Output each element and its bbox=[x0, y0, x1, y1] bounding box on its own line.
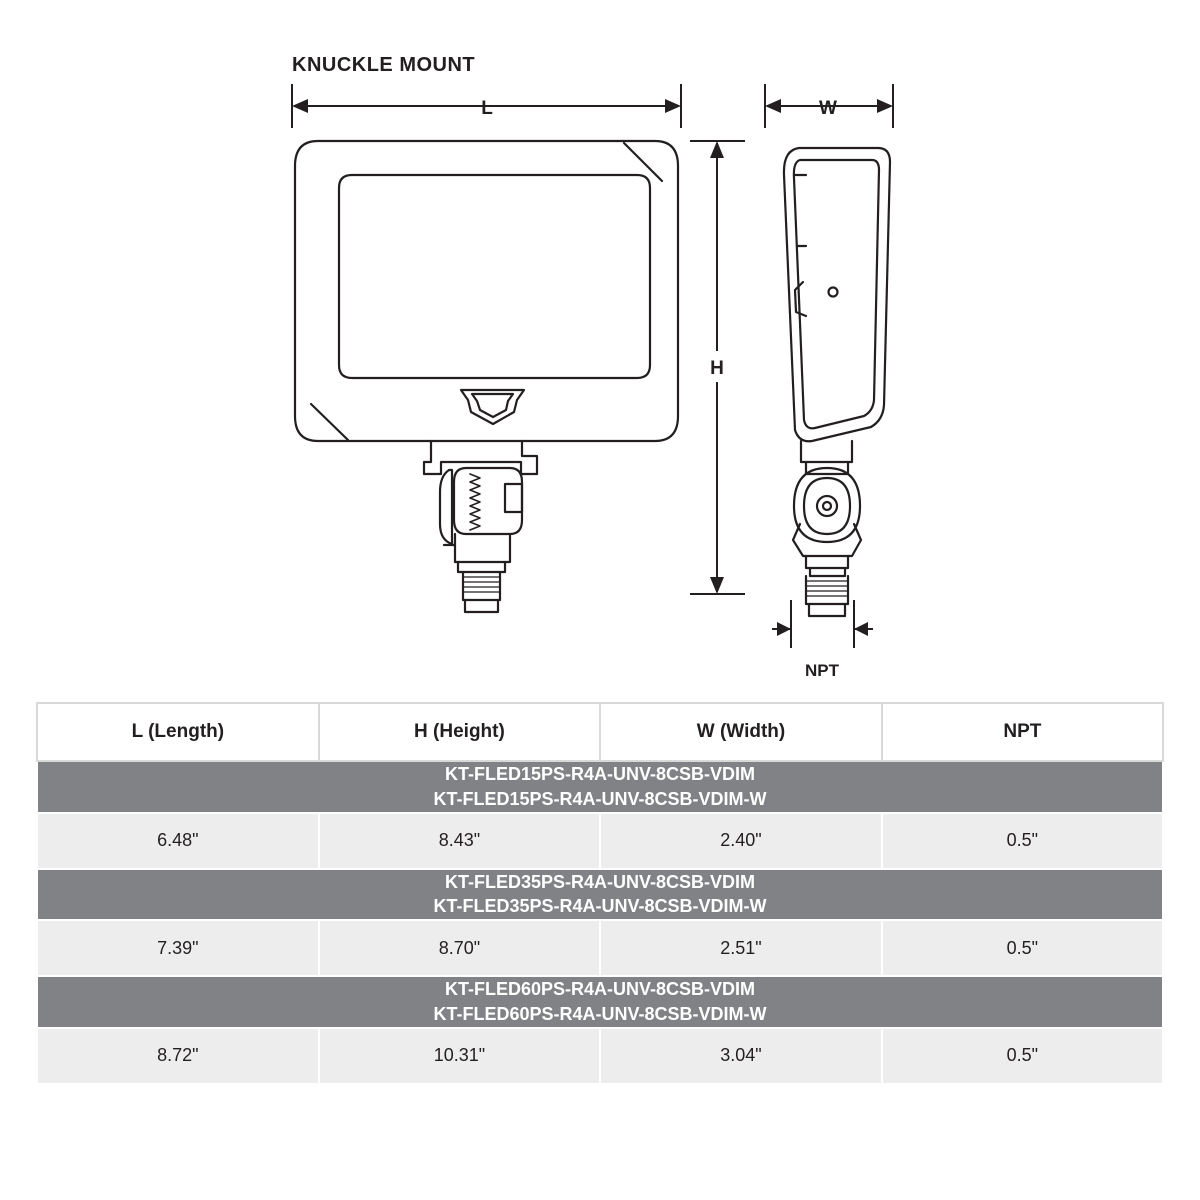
cell-length: 7.39" bbox=[37, 920, 319, 976]
dimension-label-width: W bbox=[819, 98, 837, 119]
cell-height: 8.43" bbox=[319, 813, 601, 869]
side-view-flood-light bbox=[784, 148, 890, 616]
cell-width: 2.51" bbox=[600, 920, 882, 976]
table-body bbox=[37, 761, 1163, 1084]
table-header bbox=[37, 703, 1163, 761]
dimension-line-npt bbox=[772, 600, 873, 648]
cell-height: 10.31" bbox=[319, 1028, 601, 1084]
table-header-row bbox=[37, 703, 1163, 761]
cell-length: 8.72" bbox=[37, 1028, 319, 1084]
model-group-row bbox=[37, 761, 1163, 813]
cell-length: 6.48" bbox=[37, 813, 319, 869]
model-name: KT-FLED60PS-R4A-UNV-8CSB-VDIM bbox=[444, 979, 756, 1000]
cell-npt: 0.5" bbox=[882, 813, 1163, 869]
model-group-row bbox=[37, 976, 1163, 1028]
cell-height: 8.70" bbox=[319, 920, 601, 976]
model-group-row bbox=[37, 869, 1163, 921]
model-name: KT-FLED35PS-R4A-UNV-8CSB-VDIM-W bbox=[433, 896, 767, 917]
front-view-flood-light bbox=[295, 141, 678, 612]
table-row bbox=[37, 1028, 1163, 1084]
dimension-label-npt: NPT bbox=[805, 661, 839, 680]
model-names-cell bbox=[37, 976, 1163, 1028]
cell-npt: 0.5" bbox=[882, 1028, 1163, 1084]
cell-npt: 0.5" bbox=[882, 920, 1163, 976]
cell-width: 3.04" bbox=[600, 1028, 882, 1084]
column-header-npt: NPT bbox=[882, 703, 1163, 761]
column-header-height: H (Height) bbox=[319, 703, 601, 761]
diagram-title: KNUCKLE MOUNT bbox=[292, 54, 476, 76]
dimension-label-length: L bbox=[481, 98, 493, 119]
dimension-label-height: H bbox=[710, 358, 724, 379]
model-name: KT-FLED15PS-R4A-UNV-8CSB-VDIM bbox=[444, 764, 756, 784]
model-name: KT-FLED60PS-R4A-UNV-8CSB-VDIM-W bbox=[433, 1004, 767, 1025]
cell-width: 2.40" bbox=[600, 813, 882, 869]
model-name: KT-FLED35PS-R4A-UNV-8CSB-VDIM bbox=[444, 871, 756, 892]
column-header-width: W (Width) bbox=[600, 703, 882, 761]
brand-emblem-icon bbox=[461, 390, 524, 424]
table-row bbox=[37, 920, 1163, 976]
dimensions-table bbox=[36, 702, 1164, 1085]
model-names-cell bbox=[37, 869, 1163, 921]
model-names-cell bbox=[37, 761, 1163, 813]
table-row bbox=[37, 813, 1163, 869]
column-header-length: L (Length) bbox=[37, 703, 319, 761]
model-name: KT-FLED15PS-R4A-UNV-8CSB-VDIM-W bbox=[433, 788, 767, 809]
